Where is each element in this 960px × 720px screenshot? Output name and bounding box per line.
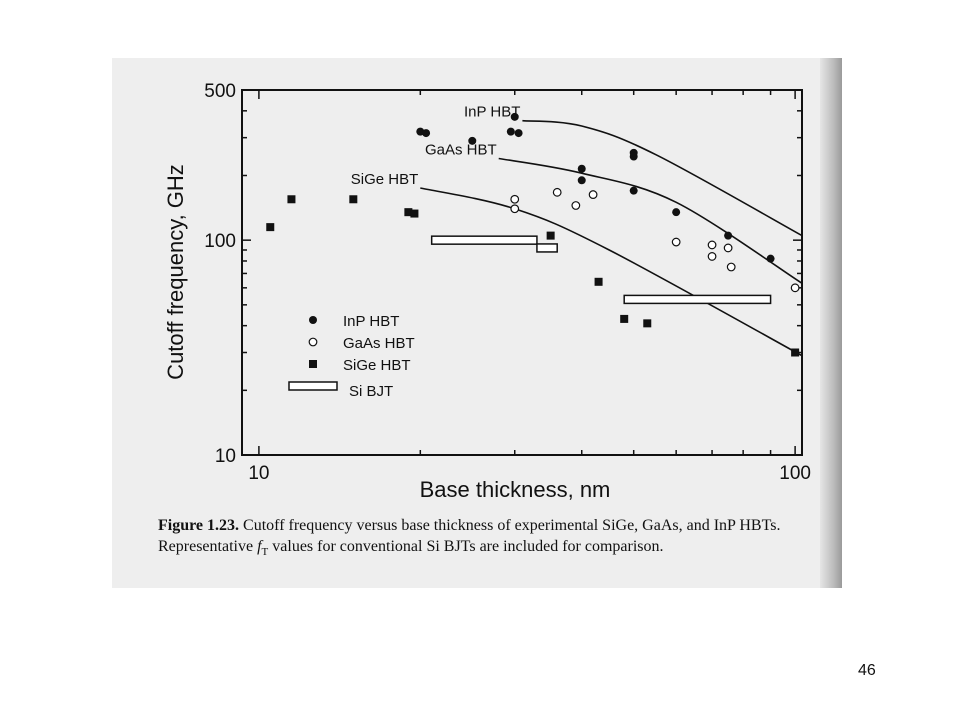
inp-hbt-point (422, 129, 430, 137)
gaas-hbt-point (511, 205, 519, 213)
gaas-hbt-point (572, 202, 580, 210)
tick-labels (204, 81, 811, 484)
legend-label: InP HBT (343, 313, 400, 330)
sige-hbt-point (791, 348, 799, 356)
curve-label: GaAs HBT (424, 141, 497, 159)
y-tick-label: 10 (214, 446, 236, 467)
sige-hbt-point (547, 232, 555, 240)
figure-caption (158, 515, 818, 563)
x-tick-label: 100 (779, 463, 811, 484)
legend-label: Si BJT (349, 383, 394, 400)
y-tick-label: 500 (204, 81, 236, 102)
legend-marker-sige-hbt (309, 360, 317, 368)
x-tick-label: 10 (248, 463, 270, 484)
inp-hbt-point (515, 129, 523, 137)
caption-text-2: values for conventional Si BJTs are included for comparison. (268, 538, 664, 555)
sige-hbt-point (287, 195, 295, 203)
curve-label: SiGe HBT (350, 170, 419, 188)
curve-sige-hbt (420, 188, 802, 356)
legend-marker-si-bjt (289, 382, 337, 390)
y-axis-title: Cutoff frequency, GHz (163, 164, 188, 380)
sige-hbt-point (266, 223, 274, 231)
sige-hbt-point (643, 319, 651, 327)
inp-hbt-point (578, 176, 586, 184)
x-axis-title: Base thickness, nm (419, 477, 611, 502)
inp-hbt-point (578, 165, 586, 173)
legend-label: SiGe HBT (343, 357, 411, 374)
si-bjt-bar (432, 236, 537, 244)
legend-marker-gaas-hbt (309, 338, 317, 346)
figure-label: Figure 1.23. (158, 517, 240, 534)
si-bjt-bar (537, 244, 557, 252)
gaas-hbt-point (727, 263, 735, 271)
sige-hbt-point (620, 315, 628, 323)
caption-symbol: f (257, 538, 262, 555)
gaas-hbt-point (511, 195, 519, 203)
gaas-hbt-point (708, 253, 716, 261)
sige-hbt-point (410, 210, 418, 218)
plot-area-frame (242, 90, 802, 455)
sige-hbt-point (349, 195, 357, 203)
inp-hbt-point (767, 255, 775, 263)
curve-label: InP HBT (463, 103, 521, 121)
gaas-hbt-point (791, 284, 799, 292)
gaas-hbt-point (724, 244, 732, 252)
caption-subscript: T (261, 546, 269, 559)
inp-hbt-point (630, 153, 638, 161)
inp-hbt-point (507, 128, 515, 136)
sige-hbt-point (595, 278, 603, 286)
gaas-hbt-point (553, 189, 561, 197)
slide-page-number: 46 (858, 662, 876, 679)
si-bjt-bar (624, 295, 770, 303)
curve-gaas-hbt (499, 159, 802, 284)
y-tick-label: 100 (204, 231, 236, 253)
curve-labels (351, 104, 521, 188)
gaas-hbt-point (589, 191, 597, 199)
inp-hbt-point (724, 232, 732, 240)
chart-legend (289, 313, 415, 400)
legend-label: GaAs HBT (343, 335, 415, 352)
caption-text-1: Cutoff frequency versus base thickness of experimental SiGe, GaAs, and InP HBTs. Representative (158, 517, 781, 555)
axis-ticks (242, 90, 802, 455)
inp-hbt-point (672, 208, 680, 216)
curve-inp-hbt (522, 121, 802, 236)
legend-marker-inp-hbt (309, 316, 317, 324)
gaas-hbt-point (672, 238, 680, 246)
inp-hbt-point (630, 187, 638, 195)
gaas-hbt-point (708, 241, 716, 249)
